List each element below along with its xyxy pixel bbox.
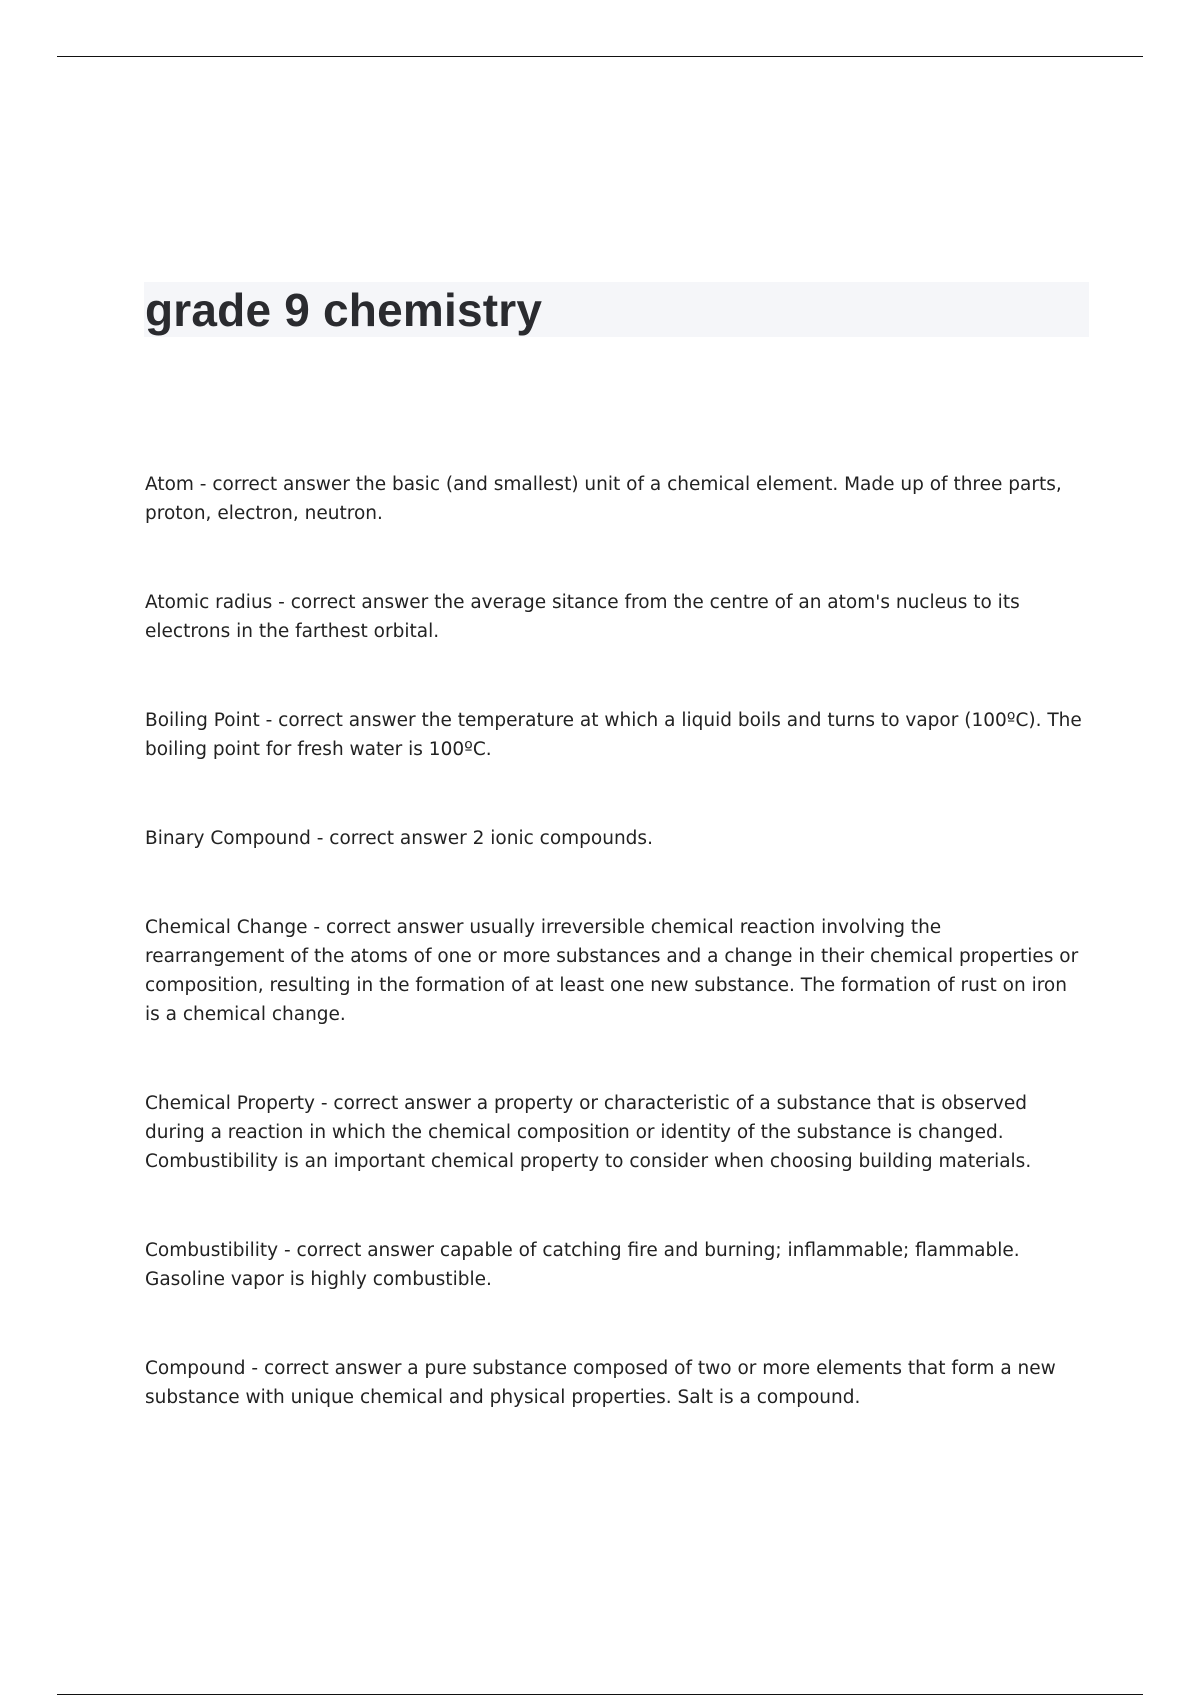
term-entry-chemical-change: Chemical Change - correct answer usually irreversible chemical reaction involving the rearrangement of the atoms of one or more substances and a change in their chemical properties or composition, resulting in the formation of at least one new substance. The formation of rust on iron is a chemical change. [145, 917, 1079, 1025]
term-entry-binary-compound: Binary Compound - correct answer 2 ionic compounds. [145, 828, 653, 849]
term-entry-chemical-property: Chemical Property - correct answer a property or characteristic of a substance that is observed during a reaction in which the chemical composition or identity of the substance is changed. Combustibility is an important chemical property to consider when choosing building materials. [145, 1093, 1032, 1172]
term-list [145, 470, 1085, 1472]
term-entry-atomic-radius: Atomic radius - correct answer the average sitance from the centre of an atom's nucleus to its electrons in the farthest orbital. [145, 592, 1020, 642]
header-rule [57, 56, 1143, 57]
term-entry-compound: Compound - correct answer a pure substance composed of two or more elements that form a new substance with unique chemical and physical properties. Salt is a compound. [145, 1358, 1056, 1408]
document-title: grade 9 chemistry [145, 284, 543, 336]
footer-rule [57, 1694, 1143, 1695]
term-entry-combustibility: Combustibility - correct answer capable of catching fire and burning; inflammable; flammable. Gasoline vapor is highly combustible. [145, 1240, 1020, 1290]
term-entry-boiling-point: Boiling Point - correct answer the temperature at which a liquid boils and turns to vapor (100ºC). The boiling point for fresh water is 100ºC. [145, 710, 1082, 760]
term-entry-atom: Atom - correct answer the basic (and smallest) unit of a chemical element. Made up of three parts, proton, electron, neutron. [145, 474, 1062, 524]
